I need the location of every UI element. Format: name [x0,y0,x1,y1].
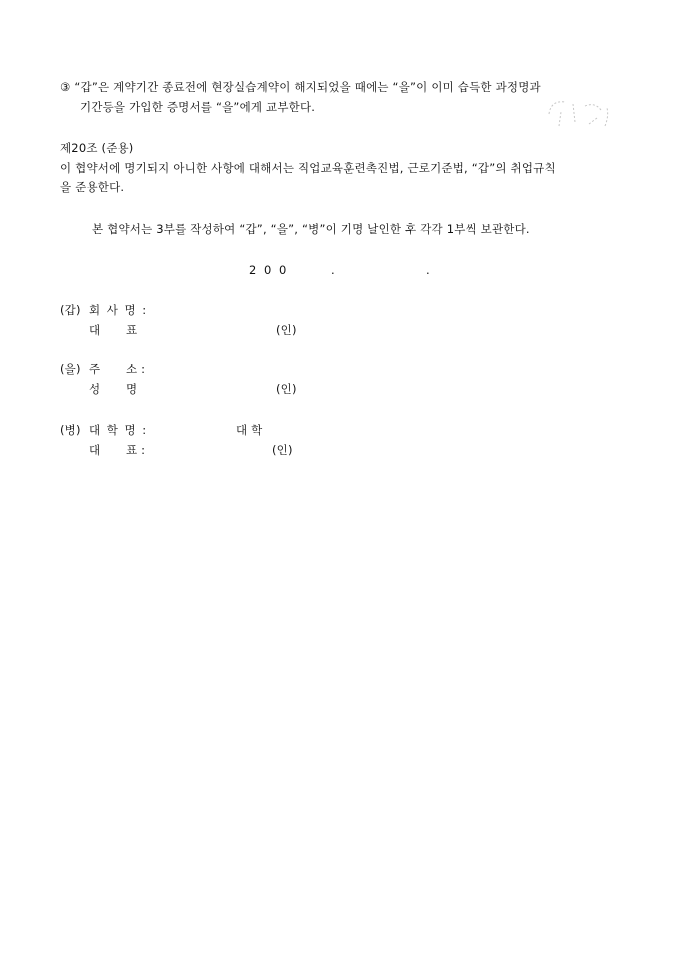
party-c-university-suffix: 대 학 [236,423,263,437]
party-b-name-label-a: 성 [89,382,101,396]
clause-3-line-2: 기간등을 가입한 증명서를 “을”에게 교부한다. [80,100,316,114]
article-20-line-1: 이 협약서에 명기되지 아니한 사항에 대해서는 직업교육훈련촉진법, 근로기준법, “갑”의 취업규칙 [60,161,556,175]
party-b-tag: (을) [60,362,81,376]
party-c-seal: (인) [272,443,293,457]
party-c-university-label: 대 학 명 : [89,423,148,437]
party-c-tag: (병) [60,423,81,437]
party-a-company-label: 회 사 명 : [89,303,148,317]
party-a-seal: (인) [276,323,297,337]
article-20-heading: 제20조 (준용) [60,141,134,155]
date-dot-2: . [426,263,430,277]
party-c-rep-label-b: 표 : [126,443,146,457]
party-a-rep-label-a: 대 [89,323,101,337]
signing-statement: 본 협약서는 3부를 작성하여 “갑”, “을”, “병”이 기명 날인한 후 각각 1부씩 보관한다. [92,222,530,236]
party-c-rep-label-a: 대 [89,443,101,457]
clause-3-line-1: ③ “갑”은 계약기간 종료전에 현장실습계약이 해지되었을 때에는 “을”이 이미 습득한 과정명과 [60,80,541,94]
faint-stamp-mark [545,96,615,132]
article-20-line-2: 을 준용한다. [60,180,125,194]
party-a-rep-label-b: 표 [126,323,138,337]
date-year: 2 0 0 [249,263,289,277]
party-b-seal: (인) [276,382,297,396]
party-a-tag: (갑) [60,303,81,317]
party-b-address-label-b: 소 : [126,362,146,376]
date-dot-1: . [331,263,335,277]
party-b-address-label-a: 주 [89,362,101,376]
party-b-name-label-b: 명 [126,382,138,396]
